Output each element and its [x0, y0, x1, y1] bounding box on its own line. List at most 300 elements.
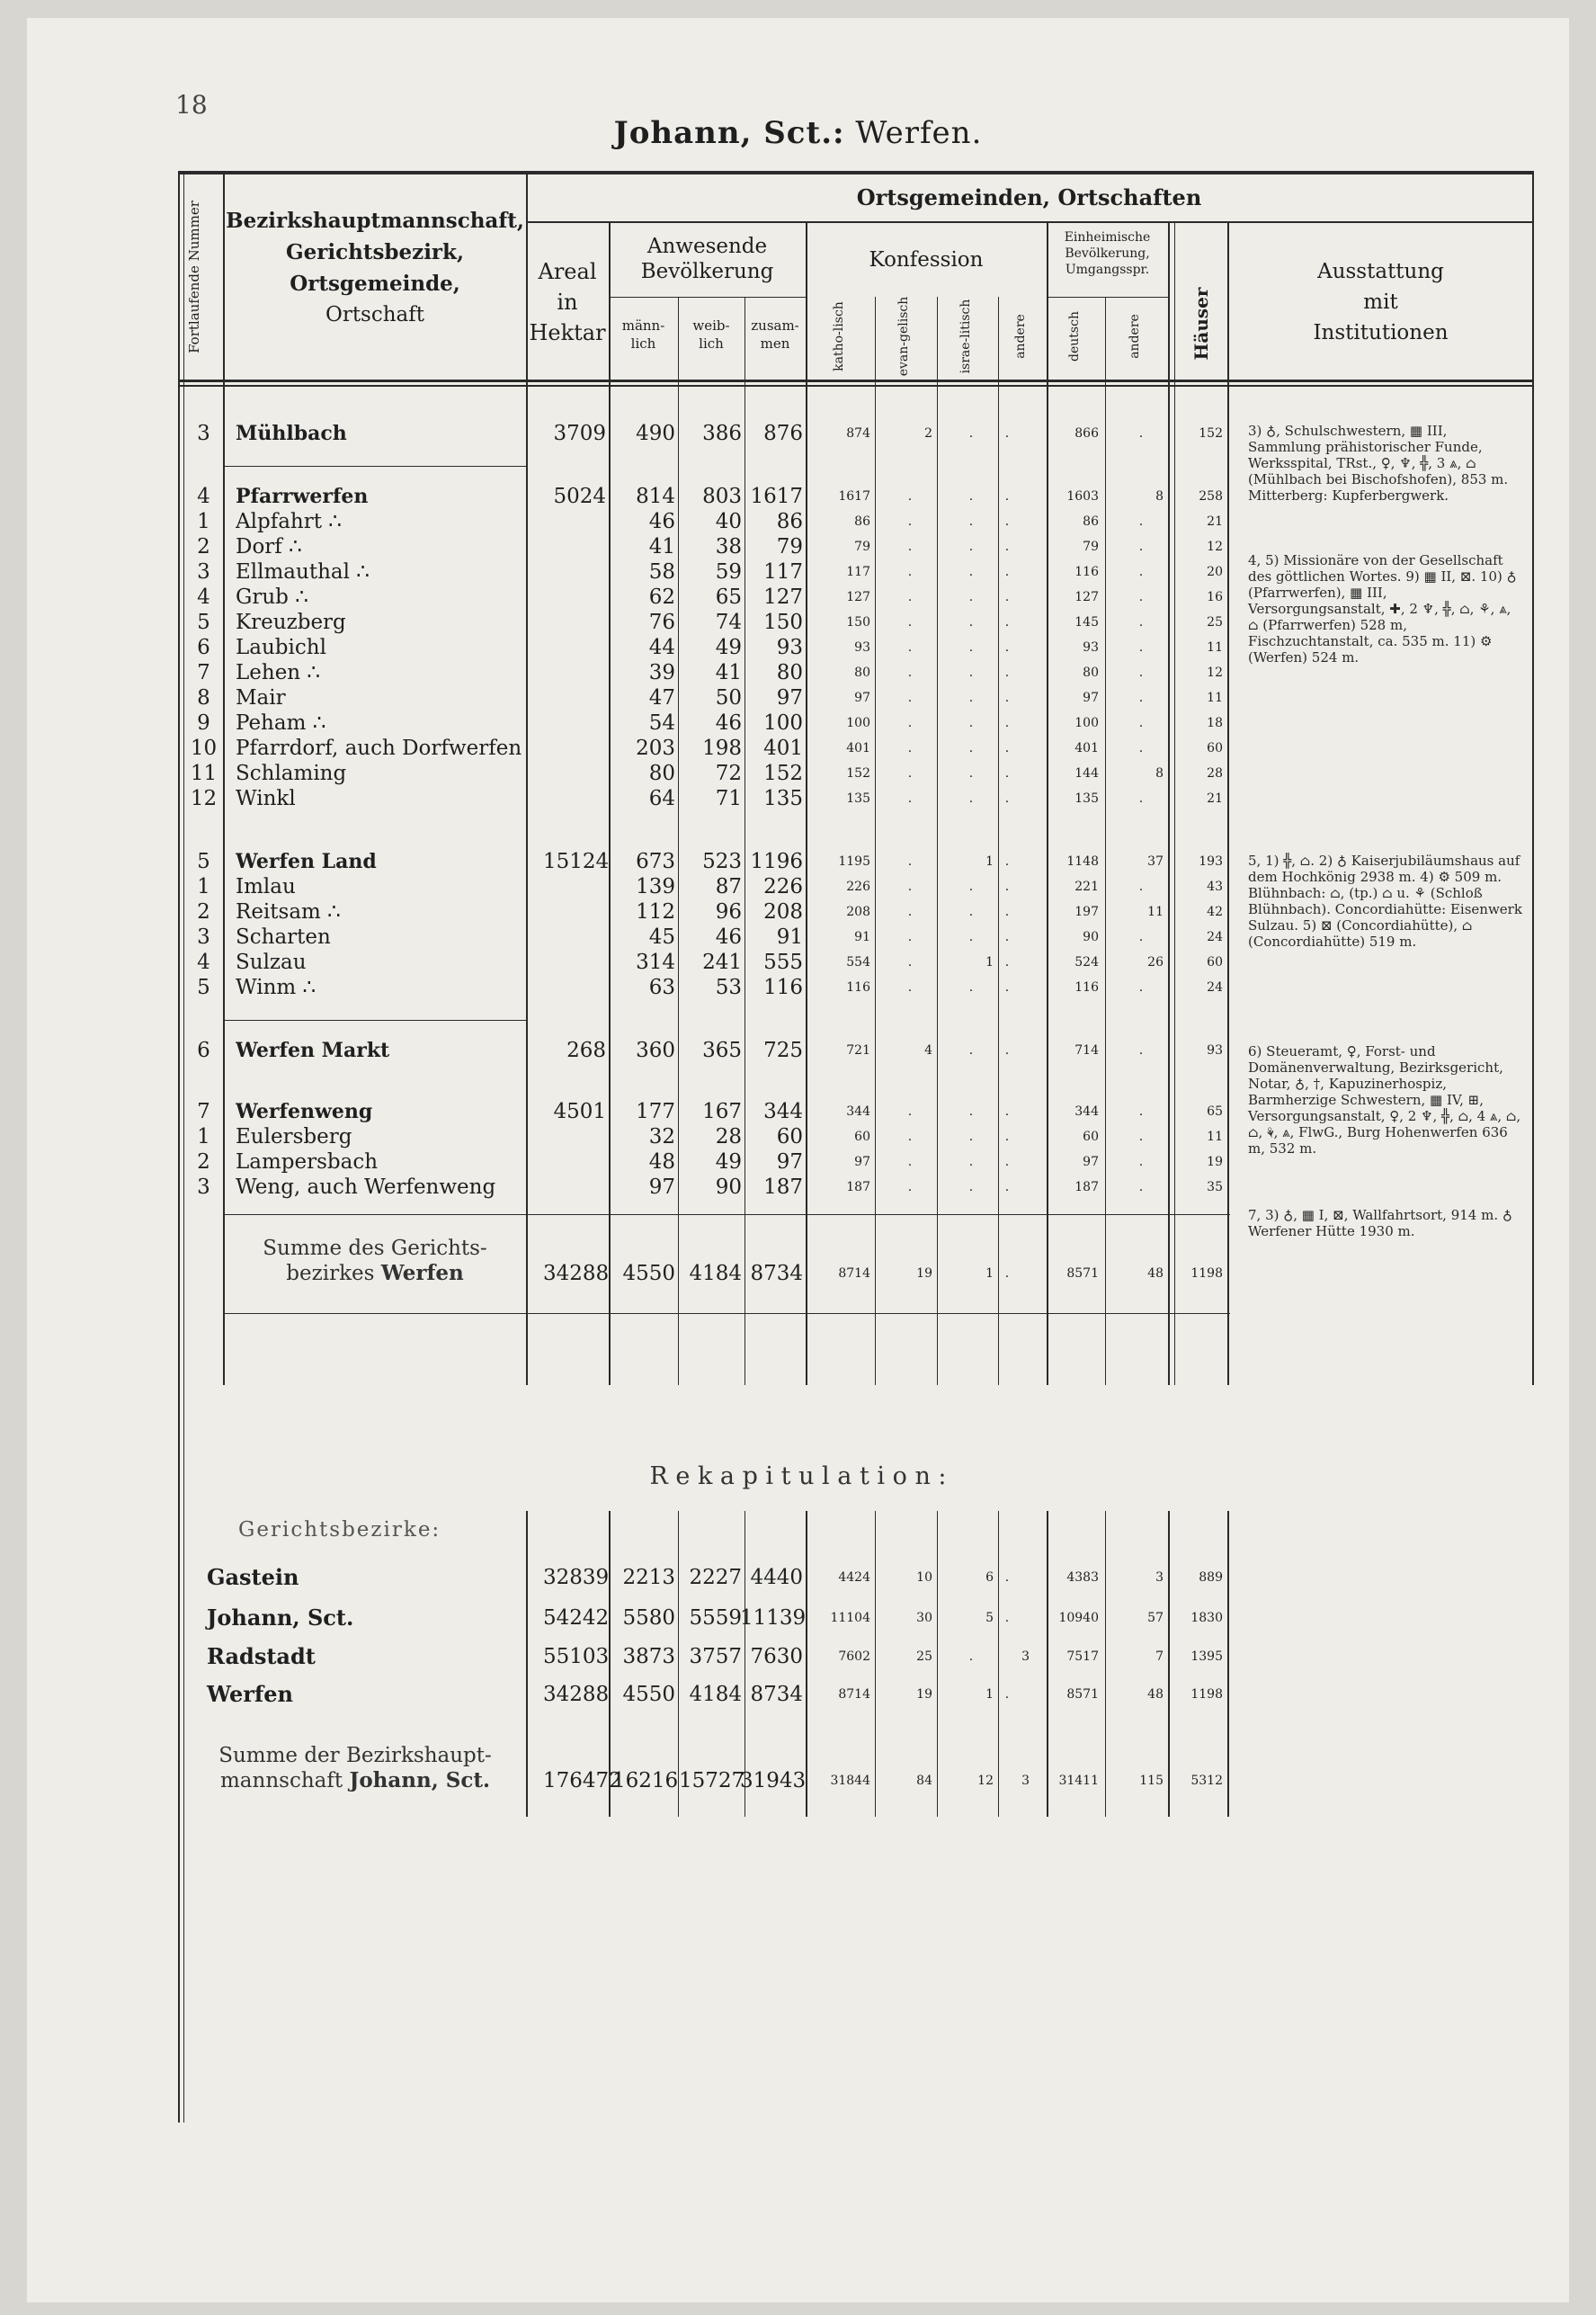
rekap-summe-isr: 12	[977, 1774, 994, 1788]
row-nr: 1	[197, 510, 210, 533]
institution-note-1: 3) ♁, Schulschwestern, ▦ III, Sammlung prähistorischer Funde, Werksspital, TRst., ♀, ♆, ╬, 3 ⩓, ⌂ (Mühlbach bei Bischofshofen), 853 m. Mitterberg: Kupferbergwerk.	[1248, 423, 1509, 504]
row-nr: 4	[197, 585, 210, 609]
rekap-row	[0, 1565, 1596, 1590]
row-m: 54	[648, 711, 675, 735]
rekap-row-z: 4440	[750, 1566, 803, 1589]
row-z: 97	[776, 686, 803, 710]
summe-werfen-label-2b: Werfen	[380, 1261, 464, 1285]
row-h: 24	[1207, 980, 1223, 995]
row-ev: .	[907, 766, 913, 781]
header-spr-1: Einheimische	[1064, 230, 1151, 245]
header-konf: Konfession	[869, 248, 984, 272]
row-kath: 554	[846, 955, 870, 970]
rekap-row	[0, 1682, 1596, 1707]
row-isr: .	[968, 640, 974, 655]
row-w: 46	[715, 925, 742, 949]
row-kath: 116	[846, 980, 870, 995]
row-z: 344	[763, 1100, 803, 1123]
row-name: Werfenweng	[236, 1100, 373, 1123]
row-h: 152	[1199, 426, 1223, 441]
row-w: 49	[715, 636, 742, 659]
rekap-row-h: 1198	[1190, 1687, 1223, 1702]
row-h: 42	[1207, 905, 1223, 919]
row-isr: .	[968, 880, 974, 894]
row-z: 60	[776, 1125, 803, 1149]
row-h: 60	[1207, 955, 1223, 970]
row-and: .	[1004, 590, 1010, 604]
row-kath: 79	[854, 540, 870, 554]
row-ev: .	[907, 489, 913, 504]
rekap-summe-h: 5312	[1190, 1774, 1223, 1788]
row-and: .	[1004, 640, 1010, 655]
row-and: .	[1004, 615, 1010, 630]
row-w: 41	[715, 661, 742, 684]
row-asp: .	[1138, 691, 1144, 705]
row-z: 187	[763, 1175, 803, 1199]
row-nr: 10	[190, 737, 218, 760]
row-asp: 8	[1155, 489, 1164, 504]
row-asp: .	[1138, 1104, 1144, 1119]
row-kath: 152	[846, 766, 870, 781]
header-kath: katho-lisch	[832, 301, 846, 371]
row-kath: 80	[854, 666, 870, 680]
row-kath: 97	[854, 1155, 870, 1169]
rekap-row-h: 889	[1199, 1570, 1223, 1585]
row-h: 19	[1207, 1155, 1223, 1169]
header-and-spr: andere	[1128, 314, 1142, 359]
row-z: 1196	[750, 850, 803, 873]
row-name: Winm ∴	[236, 976, 317, 999]
row-nr: 12	[190, 787, 218, 810]
row-isr: .	[968, 426, 974, 441]
row-m: 48	[648, 1150, 675, 1174]
row-h: 11	[1207, 1130, 1223, 1144]
row-and: .	[1004, 565, 1010, 579]
row-deu: 90	[1083, 930, 1099, 944]
row-kath: 721	[846, 1043, 870, 1058]
row-h: 258	[1199, 489, 1223, 504]
row-name: Kreuzberg	[236, 611, 346, 634]
row-kath: 100	[846, 716, 870, 730]
rekap-row-h: 1395	[1190, 1649, 1223, 1664]
institution-note-3: 5, 1) ╬, ⌂. 2) ♁ Kaiserjubiläumshaus auf dem Hochkönig 2938 m. 4) ⚙ 509 m. Blühnbach: ⌂, (tp.) ⌂ u. ⚘ (Schloß Blühnbach). Concordiahütte: Eisenwerk Sulzau. 5) ⊠ (Concordiahütte), ⌂ (Concordiahütte) 519 m.	[1248, 853, 1522, 950]
summe-werfen-m: 4550	[622, 1262, 675, 1285]
rekap-row-isr: 6	[985, 1570, 994, 1585]
vline-deu	[1105, 297, 1106, 1385]
row-and: .	[1004, 691, 1010, 705]
row-w: 71	[715, 787, 742, 810]
row-deu: 97	[1083, 691, 1099, 705]
row-deu: 93	[1083, 640, 1099, 655]
row-areal: 3709	[553, 422, 606, 445]
row-kath: 86	[854, 514, 870, 529]
header-areal	[526, 256, 609, 348]
rekap-row-ev: 25	[916, 1649, 932, 1664]
rekap-row	[0, 1605, 1596, 1631]
row-name: Mühlbach	[236, 422, 347, 445]
sep-4	[223, 1313, 1230, 1314]
row-w: 87	[715, 875, 742, 898]
row-w: 241	[702, 951, 742, 974]
row-name: Peham ∴	[236, 711, 326, 735]
row-deu: 866	[1074, 426, 1099, 441]
row-ev: .	[907, 691, 913, 705]
row-isr: .	[968, 1130, 974, 1144]
row-deu: 401	[1074, 741, 1099, 755]
row-asp: .	[1138, 426, 1144, 441]
row-deu: 145	[1074, 615, 1099, 630]
row-h: 193	[1199, 854, 1223, 869]
row-deu: 344	[1074, 1104, 1099, 1119]
row-isr: .	[968, 1155, 974, 1169]
row-ev: .	[907, 905, 913, 919]
row-h: 12	[1207, 666, 1223, 680]
header-group: Ortsgemeinden, Ortschaften	[856, 184, 1202, 210]
header-w-1: weib-	[692, 317, 730, 334]
row-and: .	[1004, 1043, 1010, 1058]
header-w	[678, 317, 745, 353]
rekap-row-and: .	[1004, 1687, 1010, 1702]
row-name: Dorf ∴	[236, 535, 302, 559]
row-areal: 15124	[543, 850, 610, 873]
row-and: .	[1004, 514, 1010, 529]
rekap-summe-m: 16216	[612, 1769, 679, 1792]
header-spr-3: Umgangsspr.	[1065, 263, 1150, 277]
rekap-row-ev: 19	[916, 1687, 932, 1702]
row-ev: .	[907, 854, 913, 869]
header-aus-2: mit	[1363, 290, 1398, 314]
row-nr: 5	[197, 850, 210, 873]
row-m: 203	[636, 737, 675, 760]
row-z: 401	[763, 737, 803, 760]
row-and: .	[1004, 930, 1010, 944]
row-h: 21	[1207, 514, 1223, 529]
page-number: 18	[175, 90, 208, 120]
row-name: Ellmauthal ∴	[236, 560, 370, 584]
row-deu: 80	[1083, 666, 1099, 680]
row-nr: 3	[197, 422, 210, 445]
rekap-subtitle: Gerichtsbezirke:	[238, 1518, 441, 1542]
rekap-row-z: 7630	[750, 1645, 803, 1668]
row-and: .	[1004, 426, 1010, 441]
row-name: Eulersberg	[236, 1125, 352, 1149]
row-asp: 26	[1147, 955, 1164, 970]
header-bev-2: Bevölkerung	[640, 260, 774, 283]
row-asp: 37	[1147, 854, 1164, 869]
row-nr: 3	[197, 1175, 210, 1199]
rekap-row-areal: 55103	[543, 1645, 610, 1668]
rekap-row-deu: 7517	[1066, 1649, 1099, 1664]
row-w: 65	[715, 585, 742, 609]
row-asp: .	[1138, 514, 1144, 529]
summe-werfen-ev: 19	[916, 1266, 932, 1281]
table-row	[0, 711, 1596, 736]
institution-note-4: 6) Steueramt, ♀, Forst- und Domänenverwaltung, Bezirksgericht, Notar, ♁, †, Kapuzinerhospiz, Barmherzige Schwestern, ▦ IV, ⊞, Versorgungsanstalt, ♀, 2 ♆, ╬, ⌂, 4 ⩓, ⌂, ⌂, ⚘, ⩓, FlwG., Burg Hohenwerfen 636 m, 532 m.	[1248, 1043, 1521, 1157]
rekap-row-w: 5559	[689, 1606, 742, 1630]
row-w: 49	[715, 1150, 742, 1174]
row-z: 150	[763, 611, 803, 634]
header-m-1: männ-	[621, 317, 665, 334]
row-ev: .	[907, 640, 913, 655]
row-m: 112	[636, 900, 675, 924]
row-deu: 97	[1083, 1155, 1099, 1169]
summe-werfen-h: 1198	[1190, 1266, 1223, 1281]
row-name: Winkl	[236, 787, 296, 810]
row-isr: .	[968, 905, 974, 919]
row-m: 45	[648, 925, 675, 949]
vline-ev	[937, 297, 938, 1385]
row-asp: .	[1138, 640, 1144, 655]
row-ev: .	[907, 880, 913, 894]
row-deu: 100	[1074, 716, 1099, 730]
summe-werfen-label-1: Summe des Gerichts-	[263, 1237, 487, 1260]
row-asp: .	[1138, 1155, 1144, 1169]
row-m: 63	[648, 976, 675, 999]
row-and: .	[1004, 955, 1010, 970]
row-z: 93	[776, 636, 803, 659]
row-areal: 268	[566, 1039, 606, 1062]
row-deu: 144	[1074, 766, 1099, 781]
header-bottom-rule-2	[178, 385, 1532, 387]
row-ev: .	[907, 615, 913, 630]
row-nr: 5	[197, 611, 210, 634]
row-nr: 5	[197, 976, 210, 999]
row-nr: 2	[197, 1150, 210, 1174]
row-nr: 3	[197, 925, 210, 949]
row-z: 91	[776, 925, 803, 949]
table-row	[0, 761, 1596, 786]
row-ev: .	[907, 716, 913, 730]
row-z: 79	[776, 535, 803, 559]
summe-werfen-and: .	[1004, 1266, 1010, 1281]
header-spr	[1047, 229, 1168, 278]
row-nr: 8	[197, 686, 210, 710]
row-and: .	[1004, 716, 1010, 730]
rekap-summe-w: 15727	[679, 1769, 745, 1792]
row-ev: .	[907, 514, 913, 529]
rekap-summe-z: 31943	[740, 1769, 807, 1792]
row-h: 11	[1207, 640, 1223, 655]
rekap-row-areal: 34288	[543, 1683, 610, 1706]
vline-m	[678, 297, 679, 1385]
row-name: Alpfahrt ∴	[236, 510, 342, 533]
row-w: 90	[715, 1175, 742, 1199]
row-w: 59	[715, 560, 742, 584]
page-title	[0, 115, 1596, 151]
row-kath: 1195	[838, 854, 870, 869]
row-asp: .	[1138, 666, 1144, 680]
rekap-summe-kath: 31844	[830, 1774, 870, 1788]
row-isr: .	[968, 540, 974, 554]
row-isr: 1	[985, 955, 994, 970]
row-z: 135	[763, 787, 803, 810]
row-name: Pfarrwerfen	[236, 485, 369, 508]
row-isr: .	[968, 615, 974, 630]
row-nr: 1	[197, 875, 210, 898]
table-row	[0, 786, 1596, 811]
rekap-row-kath: 4424	[838, 1570, 870, 1585]
rekap-row-name: Johann, Sct.	[207, 1604, 354, 1631]
row-ev: .	[907, 1104, 913, 1119]
row-and: .	[1004, 766, 1010, 781]
rekap-row-name: Werfen	[207, 1681, 293, 1707]
header-ausstattung	[1229, 256, 1532, 348]
summe-werfen-kath: 8714	[838, 1266, 870, 1281]
row-w: 198	[702, 737, 742, 760]
row-isr: .	[968, 930, 974, 944]
title-rest: Werfen.	[844, 115, 983, 151]
row-nr: 2	[197, 535, 210, 559]
vline-kath	[875, 297, 876, 1385]
rekap-row-areal: 32839	[543, 1566, 610, 1589]
row-nr: 2	[197, 900, 210, 924]
rekap-summe-ev: 84	[916, 1774, 932, 1788]
header-and-konf: andere	[1013, 314, 1028, 359]
header-nr: Fortlaufende Nummer	[186, 201, 202, 353]
rekap-row-and: .	[1004, 1611, 1010, 1625]
row-isr: .	[968, 565, 974, 579]
row-h: 11	[1207, 691, 1223, 705]
header-m-2: lich	[630, 335, 656, 352]
table-row	[0, 950, 1596, 975]
institution-note-2: 4, 5) Missionäre von der Gesellschaft des göttlichen Wortes. 9) ▦ II, ⊠. 10) ♁ (Pfarrwerfen), ▦ III, Versorgungsanstalt, ✚, 2 ♆, ╬, ⌂, ⚘, ⩓, ⌂ (Pfarrwerfen) 528 m, Fischzuchtanstalt, ca. 535 m. 11) ⚙ (Werfen) 524 m.	[1248, 552, 1517, 666]
row-kath: 344	[846, 1104, 870, 1119]
header-name	[225, 205, 525, 331]
rekap-summe-areal: 176472	[543, 1769, 622, 1792]
header-areal-1: Areal	[538, 259, 597, 284]
rekap-row	[0, 1644, 1596, 1669]
rekap-summe-asp: 115	[1139, 1774, 1164, 1788]
row-z: 226	[763, 875, 803, 898]
rekap-row-and: .	[1004, 1570, 1010, 1585]
row-isr: .	[968, 741, 974, 755]
rekap-row-w: 3757	[689, 1645, 742, 1668]
rekap-summe-and: 3	[1021, 1774, 1030, 1788]
summe-werfen-w: 4184	[689, 1262, 742, 1285]
row-m: 32	[648, 1125, 675, 1149]
row-ev: .	[907, 1180, 913, 1194]
row-name: Pfarrdorf, auch Dorfwerfen	[236, 737, 522, 760]
row-m: 44	[648, 636, 675, 659]
row-kath: 874	[846, 426, 870, 441]
row-deu: 116	[1074, 980, 1099, 995]
row-name: Lampersbach	[236, 1150, 379, 1174]
row-asp: .	[1138, 540, 1144, 554]
row-asp: .	[1138, 615, 1144, 630]
row-ev: .	[907, 540, 913, 554]
group-rule	[526, 221, 1532, 223]
row-h: 93	[1207, 1043, 1223, 1058]
row-and: .	[1004, 980, 1010, 995]
row-w: 40	[715, 510, 742, 533]
row-name: Grub ∴	[236, 585, 308, 609]
summe-werfen-deu: 8571	[1066, 1266, 1099, 1281]
row-ev: .	[907, 791, 913, 806]
rekap-row-m: 5580	[622, 1606, 675, 1630]
row-and: .	[1004, 489, 1010, 504]
header-areal-2: in	[557, 290, 578, 315]
row-isr: .	[968, 1180, 974, 1194]
row-kath: 127	[846, 590, 870, 604]
row-z: 555	[763, 951, 803, 974]
header-areal-3: Hektar	[529, 320, 606, 345]
row-and: .	[1004, 1130, 1010, 1144]
row-kath: 93	[854, 640, 870, 655]
sep-3	[223, 1214, 1230, 1215]
row-kath: 187	[846, 1180, 870, 1194]
rekap-row-w: 2227	[689, 1566, 742, 1589]
row-name: Werfen Markt	[236, 1039, 390, 1062]
row-areal: 4501	[553, 1100, 606, 1123]
row-name: Sulzau	[236, 951, 307, 974]
summe-werfen-areal: 34288	[543, 1262, 610, 1285]
header-z-1: zusam-	[751, 317, 799, 334]
rekap-summe-values	[0, 1768, 1596, 1793]
header-ev: evan-gelisch	[896, 296, 911, 377]
row-nr: 6	[197, 1039, 210, 1062]
row-m: 47	[648, 686, 675, 710]
row-name: Werfen Land	[236, 850, 377, 873]
row-and: .	[1004, 666, 1010, 680]
row-isr: 1	[985, 854, 994, 869]
row-z: 152	[763, 762, 803, 785]
row-asp: .	[1138, 1130, 1144, 1144]
row-h: 16	[1207, 590, 1223, 604]
rekap-row-w: 4184	[689, 1683, 742, 1706]
row-deu: 127	[1074, 590, 1099, 604]
row-ev: .	[907, 565, 913, 579]
header-z	[745, 317, 806, 353]
row-isr: .	[968, 766, 974, 781]
bev-sub-rule	[609, 297, 806, 298]
row-deu: 197	[1074, 905, 1099, 919]
row-m: 360	[636, 1039, 675, 1062]
table-row	[0, 685, 1596, 711]
row-h: 35	[1207, 1180, 1223, 1194]
header-bottom-rule	[178, 380, 1532, 382]
row-z: 876	[763, 422, 803, 445]
row-w: 96	[715, 900, 742, 924]
rekap-row-name: Gastein	[207, 1564, 299, 1590]
row-deu: 135	[1074, 791, 1099, 806]
summe-werfen-label-2a: bezirkes	[286, 1262, 381, 1285]
rekap-row-asp: 3	[1155, 1570, 1164, 1585]
row-m: 76	[648, 611, 675, 634]
row-nr: 7	[197, 661, 210, 684]
row-name: Laubichl	[236, 636, 326, 659]
row-kath: 226	[846, 880, 870, 894]
rekap-row-and: 3	[1021, 1649, 1030, 1664]
header-deu: deutsch	[1067, 311, 1082, 362]
row-z: 725	[763, 1039, 803, 1062]
rekap-row-asp: 48	[1147, 1687, 1164, 1702]
row-z: 86	[776, 510, 803, 533]
row-nr: 11	[190, 762, 218, 785]
vline-isr	[998, 297, 999, 1385]
row-z: 127	[763, 585, 803, 609]
header-name-2: Gerichtsbezirk,	[285, 240, 464, 264]
row-w: 365	[702, 1039, 742, 1062]
row-w: 28	[715, 1125, 742, 1149]
sep-1	[223, 466, 527, 467]
header-name-3: Ortsgemeinde,	[290, 272, 460, 296]
header-name-4: Ortschaft	[325, 303, 425, 326]
row-name: Mair	[236, 686, 286, 710]
row-name: Schlaming	[236, 762, 347, 785]
row-z: 97	[776, 1150, 803, 1174]
row-isr: .	[968, 691, 974, 705]
rekap-row-areal: 54242	[543, 1606, 610, 1630]
